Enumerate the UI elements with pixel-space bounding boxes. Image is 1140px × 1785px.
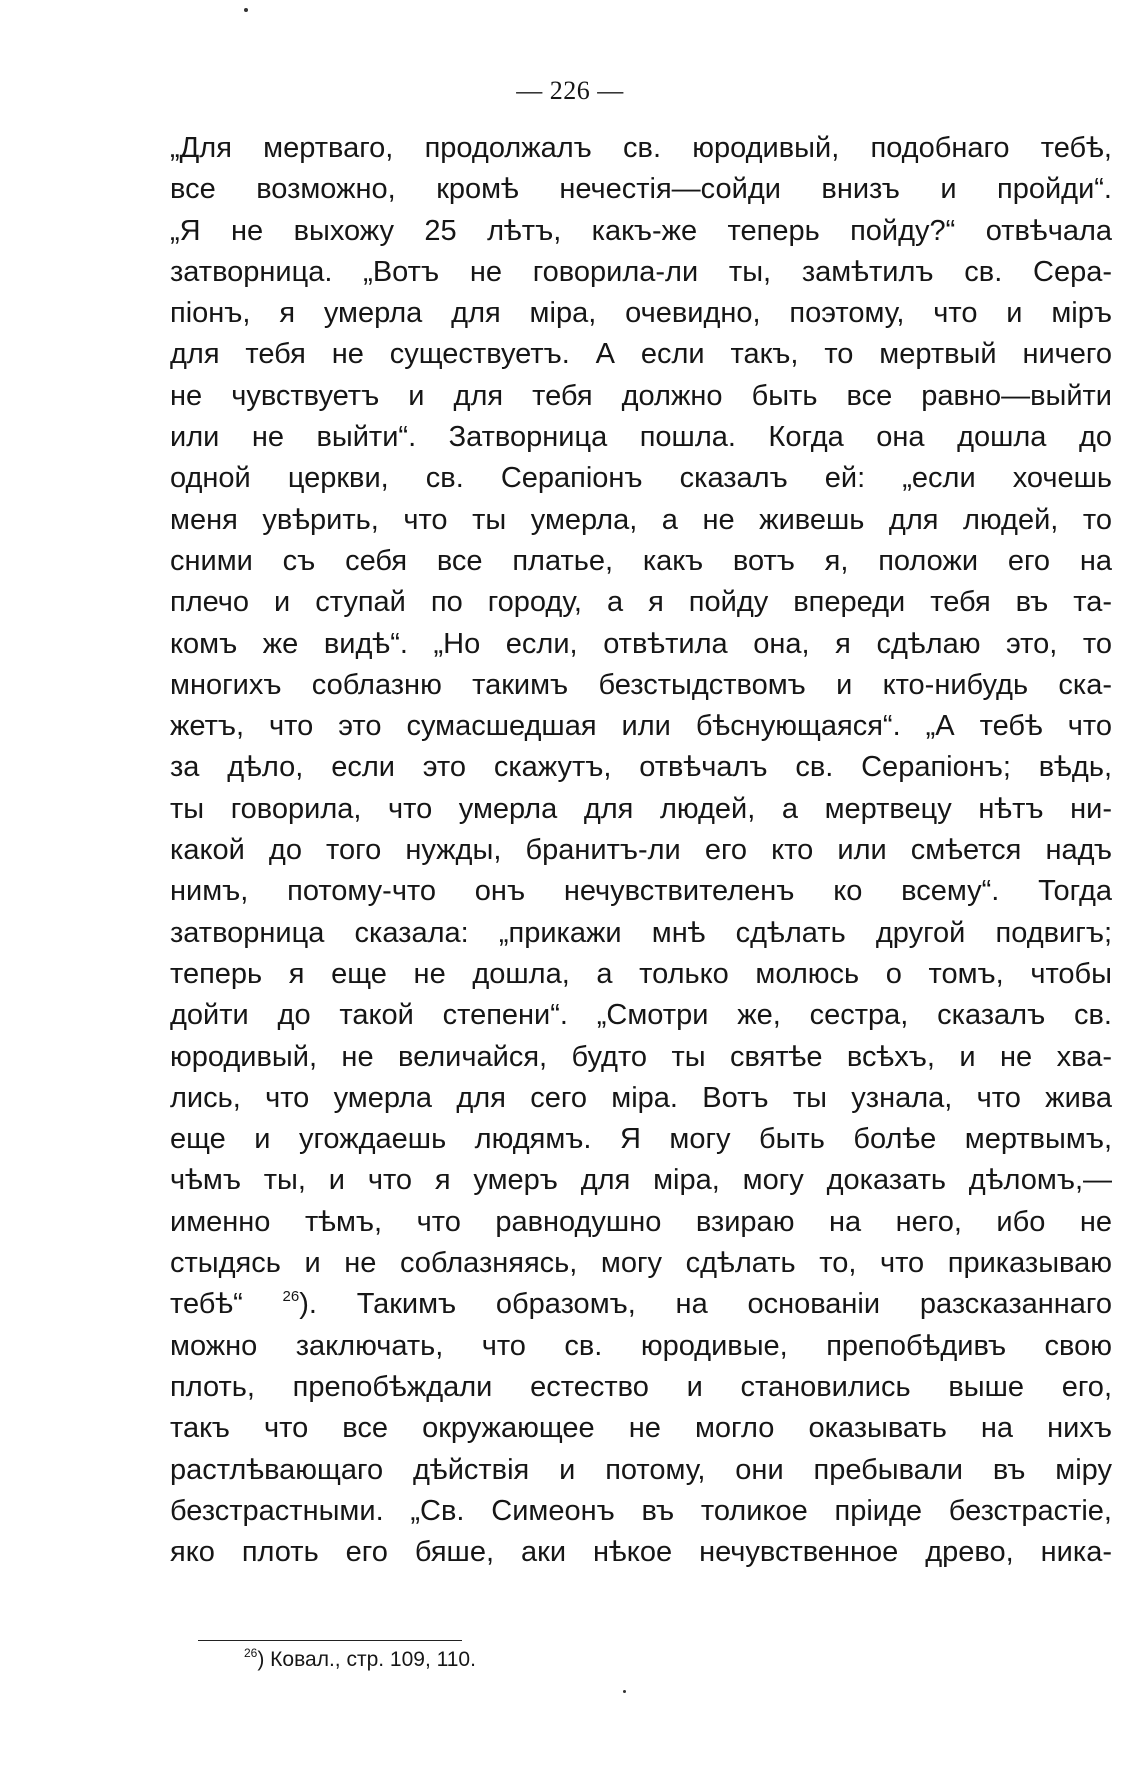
footnote (244, 1645, 476, 1675)
footnote-text: ) Ковал., стр. 109, 110. (257, 1648, 476, 1671)
text-line: затворница. „Вотъ не говорила-ли ты, замѣтилъ св. Сера- (170, 255, 1112, 288)
text-line: піонъ, я умерла для міра, очевидно, поэтому, что и міръ (170, 297, 1112, 330)
text-line: за дѣло, если это скажутъ, отвѣчалъ св. Серапіонъ; вѣдь, (170, 751, 1112, 784)
text-line: можно заключать, что св. юродивые, препобѣдивъ свою (170, 1329, 1112, 1362)
text-segment: тебѣ“ (170, 1288, 283, 1321)
text-line: одной церкви, св. Серапіонъ сказалъ ей: „если хочешь (170, 462, 1112, 495)
text-line: еще и угождаешь людямъ. Я могу быть болѣе мертвымъ, (170, 1123, 1112, 1156)
text-line: многихъ соблазню такимъ безстыдствомъ и кто-нибудь ска- (170, 668, 1112, 701)
text-segment: ). Такимъ образомъ, на основаніи разсказаннаго (299, 1288, 1112, 1321)
text-line: „Я не выхожу 25 лѣтъ, какъ-же теперь пойду?“ отвѣчала (170, 214, 1112, 247)
text-line: ты говорила, что умерла для людей, а мертвецу нѣтъ ни- (170, 792, 1112, 825)
text-line: затворница сказала: „прикажи мнѣ сдѣлать другой подвигъ; (170, 916, 1112, 949)
text-line: чѣмъ ты, и что я умеръ для міра, могу доказать дѣломъ,— (170, 1164, 1112, 1197)
scan-speck (623, 1690, 626, 1693)
text-line: для тебя не существуетъ. А если такъ, то мертвый ничего (170, 338, 1112, 371)
page-number: — 226 — (516, 76, 624, 105)
text-line: нимъ, потому-что онъ нечувствителенъ ко всему“. Тогда (170, 875, 1112, 908)
text-line: дойти до такой степени“. „Смотри же, сестра, сказалъ св. (170, 999, 1112, 1032)
footnote-reference: 26 (282, 1288, 300, 1306)
text-line: теперь я еще не дошла, а только молюсь о томъ, чтобы (170, 957, 1112, 990)
text-line: растлѣвающаго дѣйствія и потому, они пребывали въ міру (170, 1453, 1112, 1486)
text-line: именно тѣмъ, что равнодушно взираю на него, ибо не (170, 1205, 1112, 1238)
footnote-mark: 26 (244, 1646, 258, 1660)
text-line: лись, что умерла для сего міра. Вотъ ты узнала, что жива (170, 1081, 1112, 1114)
text-line: или не выйти“. Затворница пошла. Когда она дошла до (170, 421, 1112, 454)
text-line: все возможно, кромѣ нечестія—сойди внизъ и пройди“. (170, 173, 1112, 206)
text-line: сними съ себя все платье, какъ вотъ я, положи его на (170, 544, 1112, 577)
text-line: „Для мертваго, продолжалъ св. юродивый, подобнаго тебѣ, (170, 132, 1112, 164)
text-line: юродивый, не величайся, будто ты святѣе всѣхъ, и не хва- (170, 1040, 1112, 1073)
footnote-separator (198, 1640, 462, 1641)
text-line: какой до того нужды, бранитъ-ли его кто или смѣется надъ (170, 834, 1112, 867)
text-line: такъ что все окружающее не могло оказывать на нихъ (170, 1412, 1112, 1445)
text-line: меня увѣрить, что ты умерла, а не живешь для людей, то (170, 503, 1112, 536)
text-line: стыдясь и не соблазняясь, могу сдѣлать то, что приказываю (170, 1247, 1112, 1280)
text-line-with-footnote-ref (170, 1284, 1112, 1325)
text-line: не чувствуетъ и для тебя должно быть все равно—выйти (170, 379, 1112, 412)
text-line: жетъ, что это сумасшедшая или бѣснующаяся“. „А тебѣ что (170, 710, 1112, 743)
scan-speck (244, 8, 248, 12)
text-line: яко плоть его бяше, аки нѣкое нечувственное древо, ника- (170, 1536, 1112, 1569)
body-text (170, 128, 1112, 1573)
text-line: плечо и ступай по городу, а я пойду впереди тебя въ та- (170, 586, 1112, 619)
text-line: плоть, препобѣждали естество и становились выше его, (170, 1370, 1112, 1403)
text-line: безстрастными. „Св. Симеонъ въ толикое пріиде безстрастіе, (170, 1494, 1112, 1527)
text-line: комъ же видѣ“. „Но если, отвѣтила она, я сдѣлаю это, то (170, 627, 1112, 660)
